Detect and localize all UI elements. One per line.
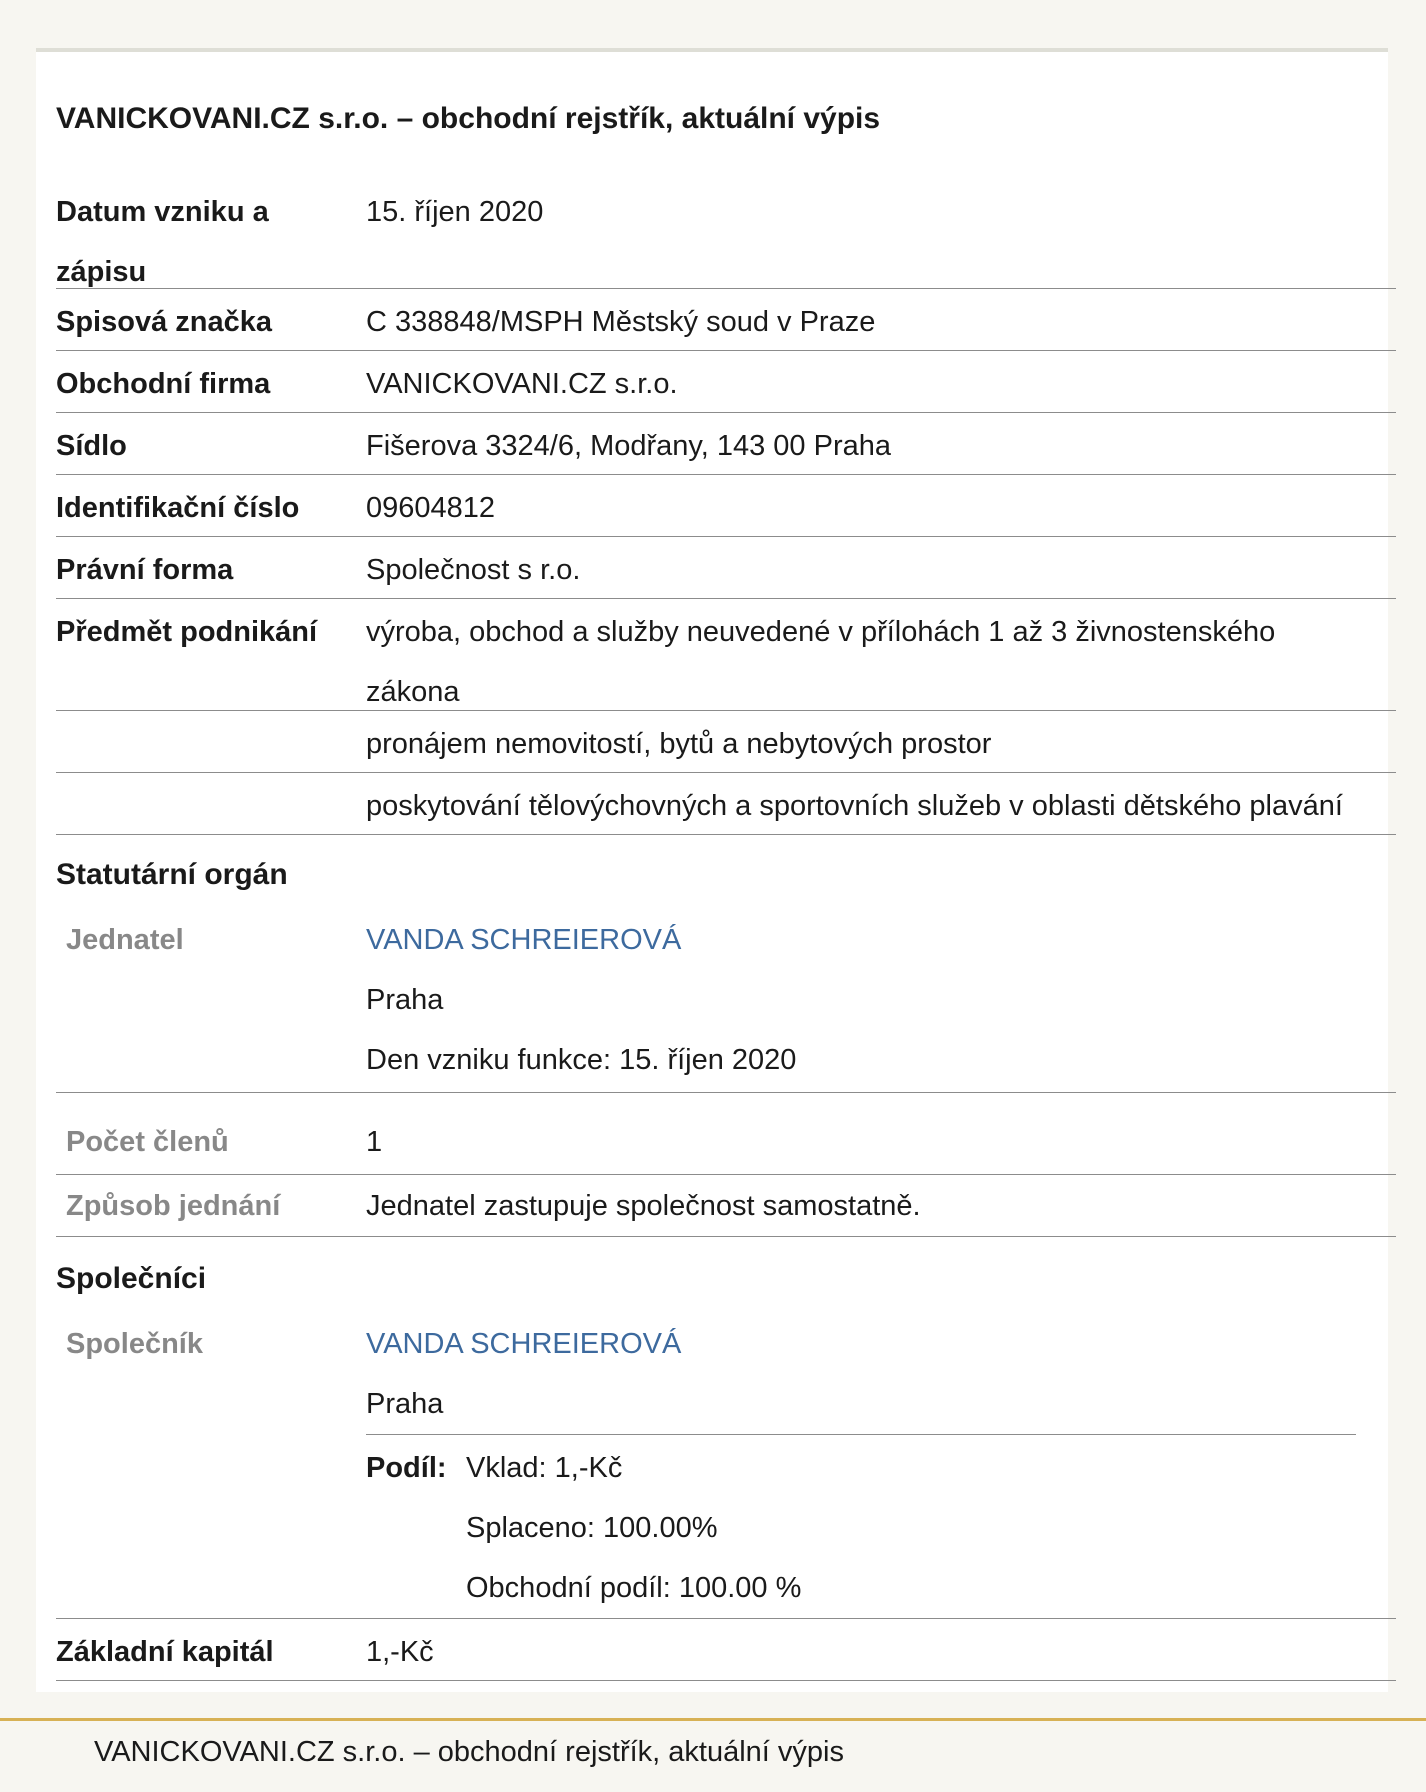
spisova-label: Spisová značka	[56, 306, 272, 338]
kapital-value: 1,-Kč	[366, 1636, 434, 1668]
predmet-item-1-line2: zákona	[366, 676, 460, 708]
datum-value: 15. říjen 2020	[366, 196, 544, 228]
row-divider	[56, 412, 1396, 413]
forma-value: Společnost s r.o.	[366, 554, 581, 586]
jednatel-name-link[interactable]: VANDA SCHREIEROVÁ	[366, 924, 682, 956]
datum-label-line2: zápisu	[56, 256, 147, 288]
zpusob-value: Jednatel zastupuje společnost samostatně.	[366, 1190, 921, 1222]
predmet-item-3: poskytování tělovýchovných a sportovních služeb v oblasti dětského plavání	[366, 790, 1343, 822]
row-divider	[56, 772, 1396, 773]
sidlo-value: Fišerova 3324/6, Modřany, 143 00 Praha	[366, 430, 892, 462]
row-divider	[56, 1680, 1396, 1681]
spolecnik-label: Společník	[66, 1328, 203, 1360]
firma-value: VANICKOVANI.CZ s.r.o.	[366, 368, 678, 400]
jednatel-block	[366, 910, 796, 1090]
row-divider	[56, 710, 1396, 711]
row-divider	[56, 536, 1396, 537]
jednatel-label: Jednatel	[66, 924, 184, 956]
register-extract-card	[36, 48, 1388, 1692]
row-divider	[56, 1174, 1396, 1175]
footer-title: VANICKOVANI.CZ s.r.o. – obchodní rejstřík, aktuální výpis	[94, 1736, 844, 1768]
podil-label: Podíl:	[366, 1452, 447, 1484]
datum-label	[56, 182, 269, 302]
spolecnik-block	[366, 1314, 681, 1434]
predmet-label: Předmět podnikání	[56, 616, 318, 648]
pocet-label: Počet členů	[66, 1126, 229, 1158]
row-divider	[56, 350, 1396, 351]
ico-value: 09604812	[366, 492, 496, 524]
predmet-item-1	[366, 602, 1275, 722]
datum-label-line1: Datum vzniku a	[56, 196, 269, 228]
row-divider	[56, 834, 1396, 835]
row-divider	[56, 1236, 1396, 1237]
podil-obchodni: Obchodní podíl: 100.00 %	[466, 1572, 802, 1604]
ico-label: Identifikační číslo	[56, 492, 300, 524]
row-divider	[56, 1092, 1396, 1093]
spisova-value: C 338848/MSPH Městský soud v Praze	[366, 306, 876, 338]
forma-label: Právní forma	[56, 554, 234, 586]
podil-details	[466, 1438, 801, 1618]
pocet-value: 1	[366, 1126, 383, 1158]
row-divider	[56, 1618, 1396, 1619]
row-divider	[56, 474, 1396, 475]
podil-divider	[366, 1434, 1356, 1435]
row-divider	[56, 288, 1396, 289]
spolecnici-heading: Společníci	[56, 1262, 207, 1295]
statutarni-heading: Statutární orgán	[56, 858, 288, 891]
predmet-item-1-line1: výroba, obchod a služby neuvedené v přílohách 1 až 3 živnostenského	[366, 616, 1276, 648]
jednatel-since: Den vzniku funkce: 15. říjen 2020	[366, 1044, 797, 1076]
firma-label: Obchodní firma	[56, 368, 271, 400]
footer-rule	[0, 1718, 1426, 1721]
predmet-item-2: pronájem nemovitostí, bytů a nebytových prostor	[366, 728, 992, 760]
kapital-label: Základní kapitál	[56, 1636, 274, 1668]
podil-vklad: Vklad: 1,-Kč	[466, 1452, 623, 1484]
spolecnik-city: Praha	[366, 1388, 444, 1420]
row-divider	[56, 598, 1396, 599]
jednatel-city: Praha	[366, 984, 444, 1016]
sidlo-label: Sídlo	[56, 430, 127, 462]
zpusob-label: Způsob jednání	[66, 1190, 281, 1222]
spolecnik-name-link[interactable]: VANDA SCHREIEROVÁ	[366, 1328, 682, 1360]
page-title: VANICKOVANI.CZ s.r.o. – obchodní rejstřík, aktuální výpis	[56, 102, 881, 135]
podil-splaceno: Splaceno: 100.00%	[466, 1512, 718, 1544]
